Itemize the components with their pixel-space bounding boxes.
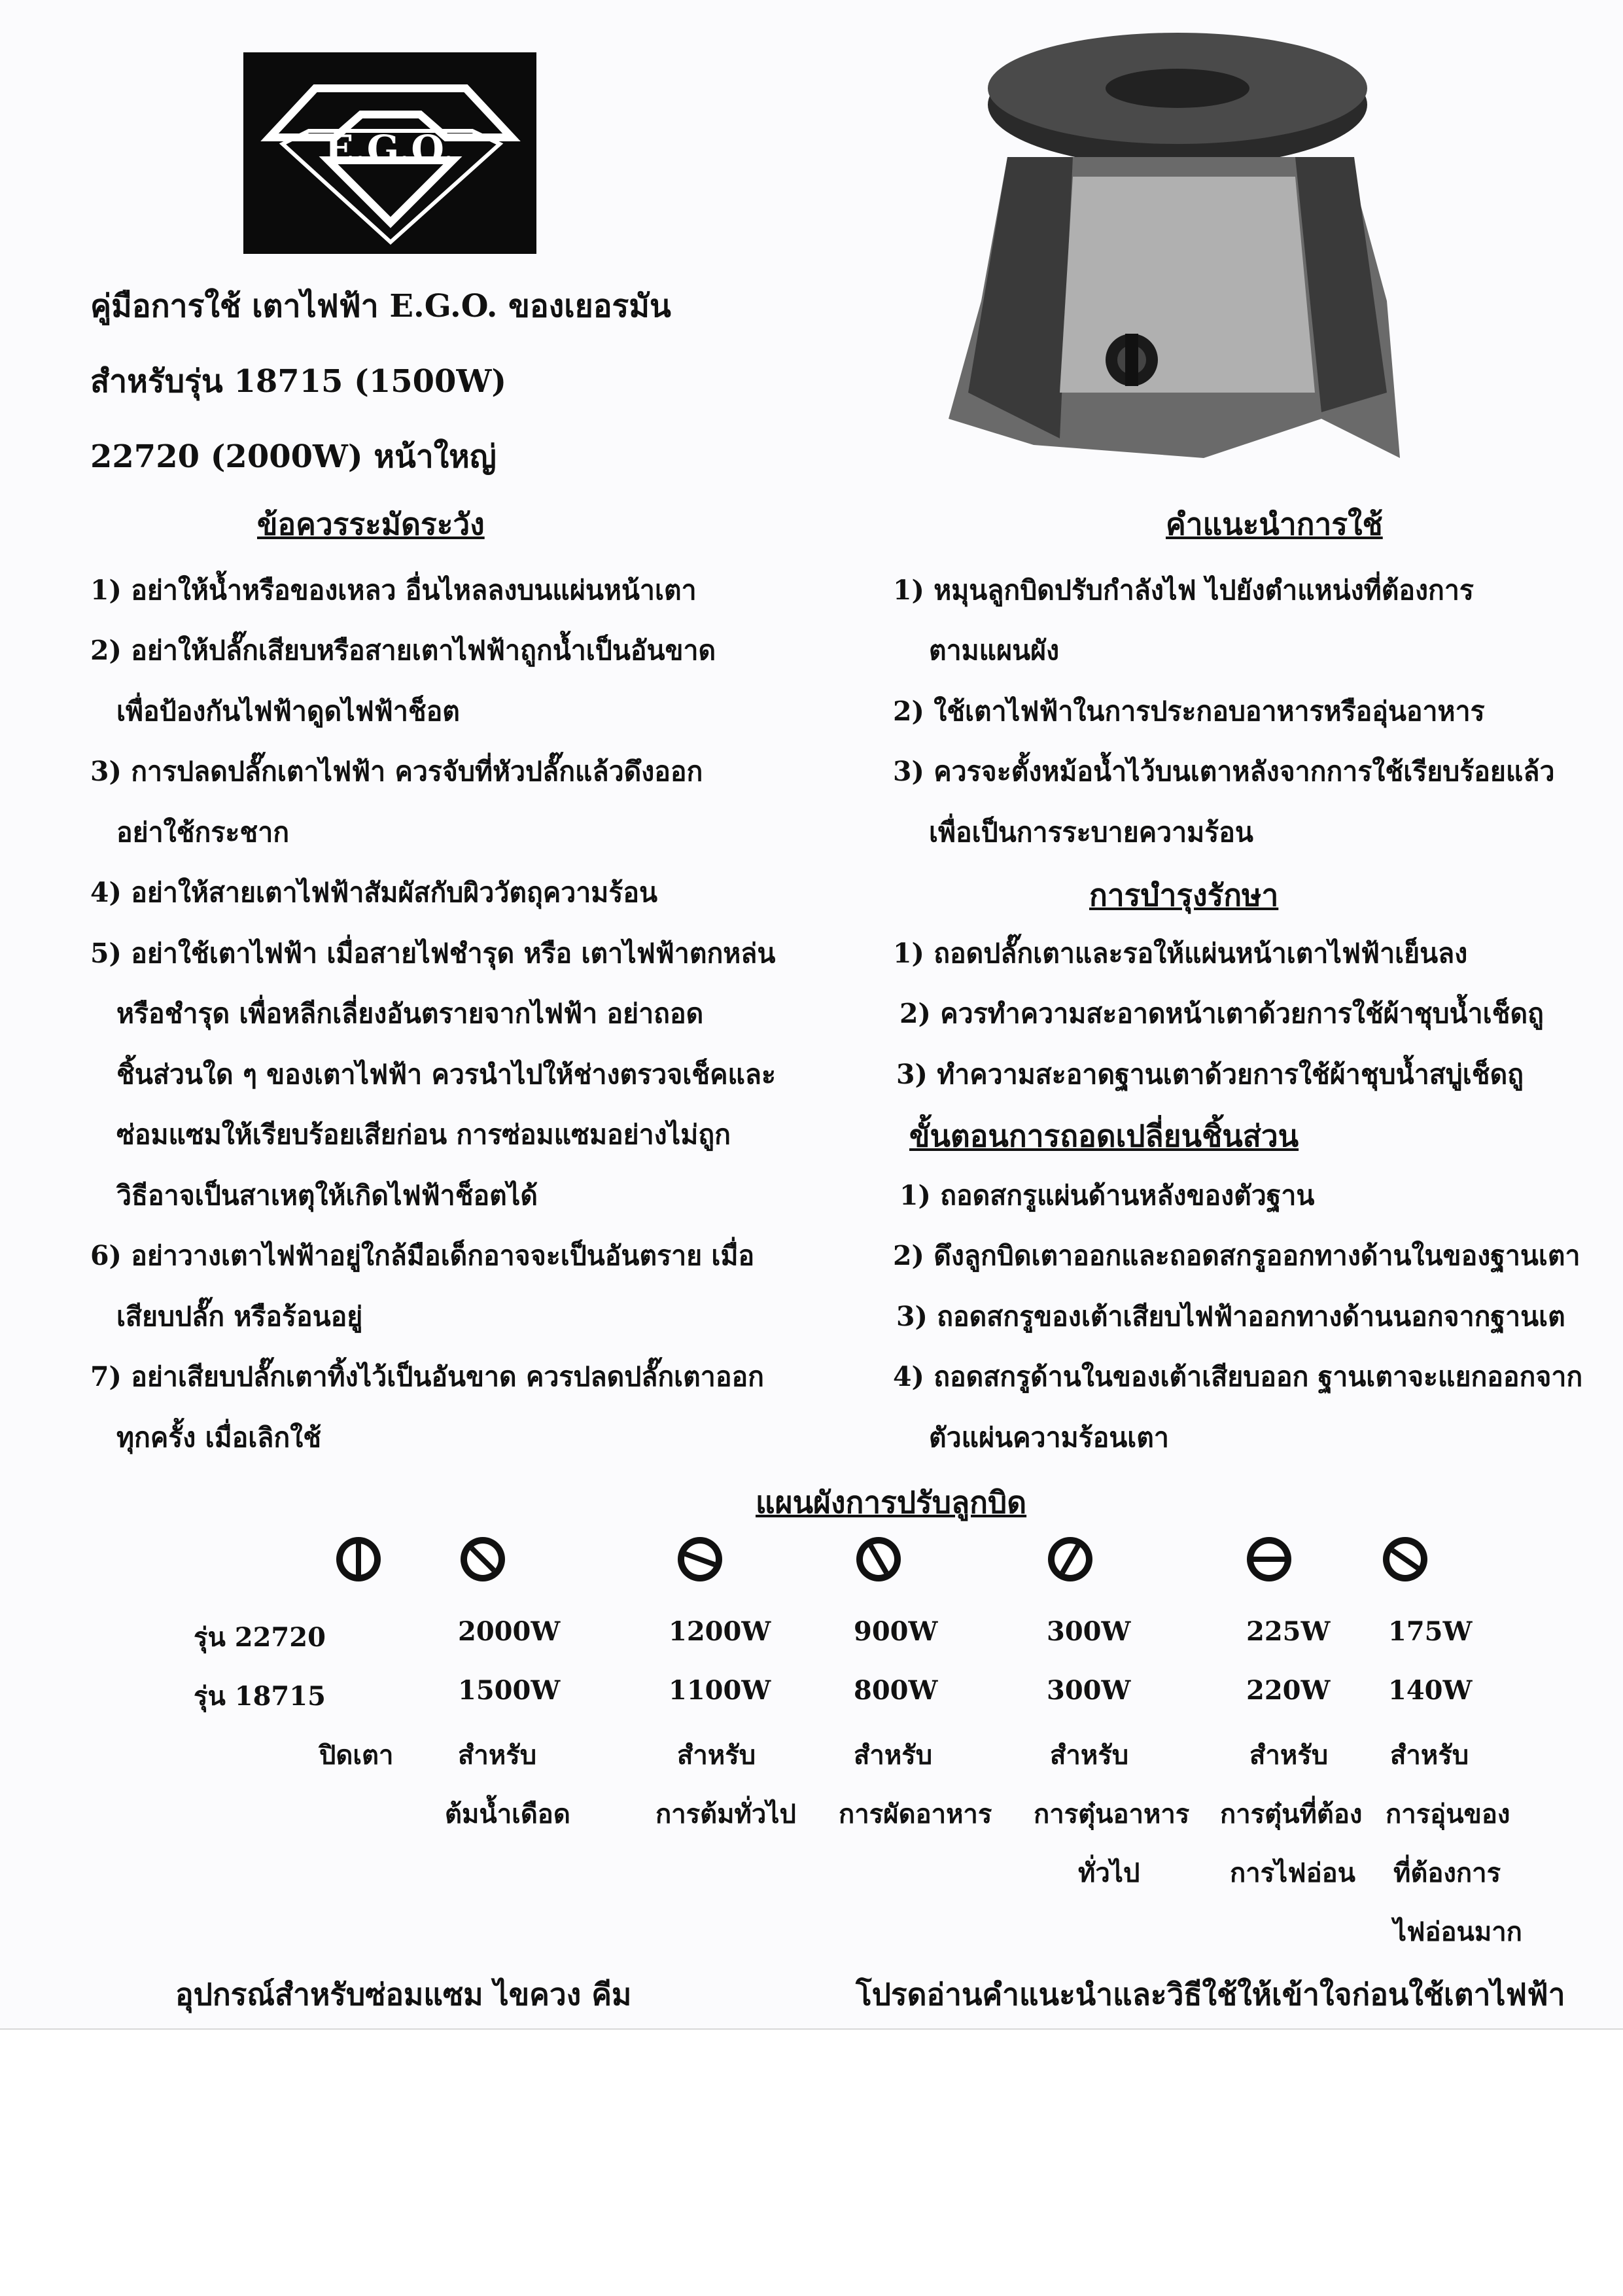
precaution-line: อย่าใช้กระชาก <box>116 817 290 848</box>
usage-line: ตามแผนผัง <box>929 635 1060 666</box>
setting-use: การต้มทั่วไป <box>655 1799 796 1829</box>
setting-watt-a: 900W <box>854 1616 938 1647</box>
usage-line: เพื่อเป็นการระบายความร้อน <box>929 817 1253 848</box>
usage-heading: คำแนะนำการใช้ <box>1166 506 1383 542</box>
maintenance-heading: การบำรุงรักษา <box>1089 877 1279 913</box>
manual-title-line2: สำหรับรุ่น 18715 (1500W) <box>90 363 507 400</box>
replacement-line: 4) ถอดสกรูด้านในของเต้าเสียบออก ฐานเตาจะแยกออกจาก <box>893 1361 1583 1392</box>
maintenance-line: 1) ถอดปลั๊กเตาและรอให้แผ่นหน้าเตาไฟฟ้าเย็นลง <box>893 938 1468 969</box>
setting-use: ต้มน้ำเดือด <box>445 1799 570 1829</box>
footer-tools: อุปกรณ์สำหรับซ่อมแซม ไขควง คีม <box>175 1977 632 2012</box>
setting-watt-b: 300W <box>1047 1675 1131 1706</box>
footer-notice: โปรดอ่านคำแนะนำและวิธีใช้ให้เข้าใจก่อนใช้เตาไฟฟ้า <box>856 1977 1565 2012</box>
precautions-heading: ข้อควรระมัดระวัง <box>257 506 485 542</box>
replacement-line: 1) ถอดสกรูแผ่นด้านหลังของตัวฐาน <box>899 1180 1315 1211</box>
precaution-line: วิธีอาจเป็นสาเหตุให้เกิดไฟฟ้าช็อตได้ <box>116 1180 538 1211</box>
setting-use: ไฟอ่อนมาก <box>1393 1916 1522 1947</box>
precaution-line: 6) อย่าวางเตาไฟฟ้าอยู่ใกล้มือเด็กอาจจะเป็นอันตราย เมื่อ <box>90 1240 755 1271</box>
manual-title-line1: คู่มือการใช้ เตาไฟฟ้า E.G.O. ของเยอรมัน <box>90 288 671 325</box>
maintenance-line: 3) ทำความสะอาดฐานเตาด้วยการใช้ผ้าชุบน้ำสบู่เช็ดถู <box>896 1059 1524 1090</box>
precaution-line: ซ่อมแซมให้เรียบร้อยเสียก่อน การซ่อมแซมอย่างไม่ถูก <box>116 1119 731 1150</box>
model-22720-label: รุ่น 22720 <box>194 1622 326 1653</box>
precaution-line: 1) อย่าให้น้ำหรือของเหลว อื่นไหลลงบนแผ่นหน้าเตา <box>90 574 697 606</box>
setting-watt-b: 1100W <box>669 1675 771 1706</box>
setting-use: สำหรับ <box>1390 1740 1469 1771</box>
model-18715-label: รุ่น 18715 <box>194 1681 326 1712</box>
dial-225w-icon <box>1244 1534 1294 1587</box>
dial-300w-icon <box>1045 1534 1095 1587</box>
setting-use: การผัดอาหาร <box>839 1799 992 1829</box>
dial-chart-heading: แผนผังการปรับลูกบิด <box>756 1485 1027 1520</box>
dial-2000w-icon <box>458 1534 508 1587</box>
setting-use: การอุ่นของ <box>1386 1799 1510 1829</box>
precaution-line: 3) การปลดปลั๊กเตาไฟฟ้า ควรจับที่หัวปลั๊กแล้วดึงออก <box>90 756 703 787</box>
usage-line: 3) ควรจะตั้งหม้อน้ำไว้บนเตาหลังจากการใช้เรียบร้อยแล้ว <box>893 756 1555 787</box>
setting-watt-a: 2000W <box>458 1616 561 1647</box>
replacement-line: 2) ดึงลูกบิดเตาออกและถอดสกรูออกทางด้านในของฐานเตา <box>893 1240 1580 1271</box>
page-edge <box>0 2028 1623 2030</box>
replacement-heading: ขั้นตอนการถอดเปลี่ยนชิ้นส่วน <box>909 1118 1299 1154</box>
setting-off-use: ปิดเตา <box>319 1740 394 1771</box>
setting-use: การตุ๋นอาหาร <box>1034 1799 1190 1829</box>
setting-watt-a: 175W <box>1388 1616 1473 1647</box>
dial-900w-icon <box>854 1534 903 1587</box>
usage-line: 1) หมุนลูกบิดปรับกำลังไฟ ไปยังตำแหน่งที่ต้องการ <box>893 574 1474 606</box>
usage-line: 2) ใช้เตาไฟฟ้าในการประกอบอาหารหรืออุ่นอาหาร <box>893 696 1485 727</box>
dial-1200w-icon <box>675 1534 725 1587</box>
replacement-line: 3) ถอดสกรูของเต้าเสียบไฟฟ้าออกทางด้านนอกจากฐานเต <box>896 1301 1565 1332</box>
setting-use: สำหรับ <box>1249 1740 1329 1771</box>
maintenance-line: 2) ควรทำความสะอาดหน้าเตาด้วยการใช้ผ้าชุบน้ำเช็ดถู <box>899 998 1544 1029</box>
precaution-line: ทุกครั้ง เมื่อเลิกใช้ <box>116 1422 322 1453</box>
setting-watt-a: 1200W <box>669 1616 771 1647</box>
replacement-line: ตัวแผ่นความร้อนเตา <box>929 1422 1169 1453</box>
setting-watt-b: 1500W <box>458 1675 561 1706</box>
setting-use: ทั่วไป <box>1078 1858 1140 1888</box>
dial-off-icon <box>334 1534 383 1587</box>
ego-logo-mark <box>243 52 536 254</box>
precaution-line: เพื่อป้องกันไฟฟ้าดูดไฟฟ้าช็อต <box>116 696 460 727</box>
setting-use: สำหรับ <box>677 1740 756 1771</box>
dial-175w-icon <box>1380 1534 1430 1587</box>
stove-illustration <box>929 26 1413 478</box>
setting-use: ที่ต้องการ <box>1393 1858 1501 1888</box>
precaution-line: หรือชำรุด เพื่อหลีกเลี่ยงอันตรายจากไฟฟ้า อย่าถอด <box>116 998 704 1029</box>
setting-watt-a: 225W <box>1246 1616 1331 1647</box>
precaution-line: 4) อย่าให้สายเตาไฟฟ้าสัมผัสกับผิววัตถุความร้อน <box>90 877 657 908</box>
setting-use: สำหรับ <box>1050 1740 1129 1771</box>
setting-use: สำหรับ <box>458 1740 537 1771</box>
manual-title-line3: 22720 (2000W) หน้าใหญ่ <box>90 438 497 475</box>
precaution-line: 7) อย่าเสียบปลั๊กเตาทิ้งไว้เป็นอันขาด ควรปลดปลั๊กเตาออก <box>90 1361 764 1392</box>
logo-text: E.G.O. <box>324 127 455 171</box>
precaution-line: 2) อย่าให้ปลั๊กเสียบหรือสายเตาไฟฟ้าถูกน้ำเป็นอันขาด <box>90 635 716 666</box>
setting-watt-b: 800W <box>854 1675 938 1706</box>
ego-logo <box>243 52 536 254</box>
setting-use: การไฟอ่อน <box>1230 1858 1355 1888</box>
setting-watt-b: 220W <box>1246 1675 1331 1706</box>
setting-use: การตุ๋นที่ต้อง <box>1220 1799 1363 1829</box>
setting-use: สำหรับ <box>854 1740 933 1771</box>
precaution-line: ชิ้นส่วนใด ๆ ของเตาไฟฟ้า ควรนำไปให้ช่างตรวจเช็คและ <box>116 1059 777 1090</box>
setting-watt-a: 300W <box>1047 1616 1131 1647</box>
setting-watt-b: 140W <box>1388 1675 1473 1706</box>
precaution-line: 5) อย่าใช้เตาไฟฟ้า เมื่อสายไฟชำรุด หรือ เตาไฟฟ้าตกหล่น <box>90 938 776 969</box>
precaution-line: เสียบปลั๊ก หรือร้อนอยู่ <box>116 1301 363 1332</box>
